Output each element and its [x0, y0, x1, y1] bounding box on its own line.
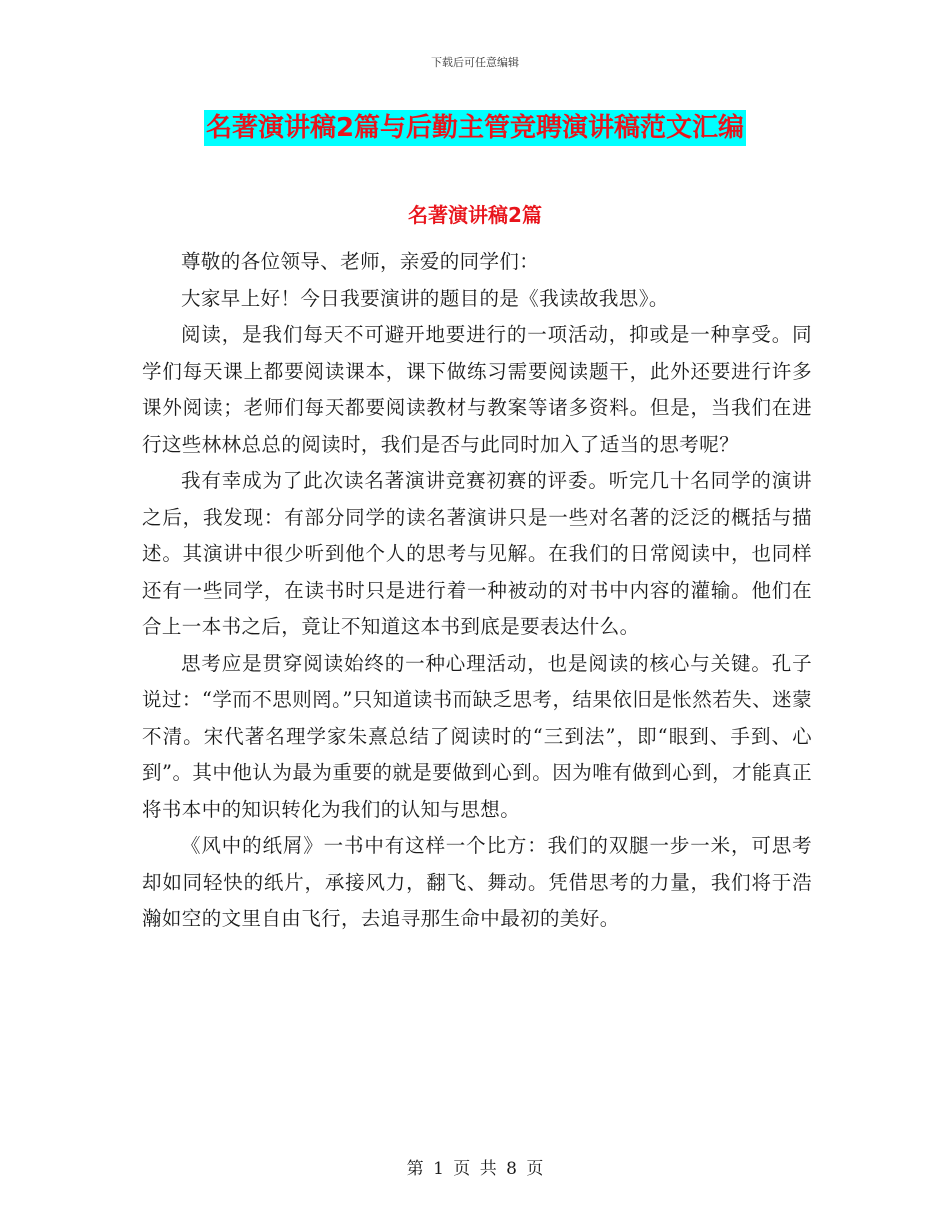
document-title-container — [0, 110, 950, 146]
document-title: 名著演讲稿2篇与后勤主管竞聘演讲稿范文汇编 — [204, 110, 746, 146]
paragraph: 《风中的纸屑》一书中有这样一个比方：我们的双腿一步一米，可思考却如同轻快的纸片，承接风力，翻飞、舞动。凭借思考的力量，我们将于浩瀚如空的文里自由飞行，去追寻那生命中最初的美好。 — [142, 834, 812, 930]
page-header-note: 下载后可任意编辑 — [431, 56, 519, 69]
paragraph: 思考应是贯穿阅读始终的一种心理活动，也是阅读的核心与关键。孔子说过：“学而不思则罔。”只知道读书而缺乏思考，结果依旧是怅然若失、迷蒙不清。宋代著名理学家朱熹总结了阅读时的“三到法”，即“眼到、手到、心到”。其中他认为最为重要的就是要做到心到。因为唯有做到心到，才能真正将书本中的知识转化为我们的认知与思想。 — [142, 651, 812, 821]
paragraph-greeting: 大家早上好！今日我要演讲的题目的是《我读故我思》。 — [181, 286, 669, 310]
paragraph-salutation: 尊敬的各位领导、老师，亲爱的同学们： — [181, 250, 540, 273]
paragraph: 我有幸成为了此次读名著演讲竞赛初赛的评委。听完几十名同学的演讲之后，我发现：有部分同学的读名著演讲只是一些对名著的泛泛的概括与描述。其演讲中很少听到他个人的思考与见解。在我们的日常阅读中，也同样还有一些同学，在读书时只是进行着一种被动的对书中内容的灌输。他们在合上一本书之后，竟让不知道这本书到底是要表达什么。 — [142, 469, 812, 638]
page-number-footer: 第 1 页 共 8 页 — [406, 1159, 544, 1179]
document-body — [142, 244, 812, 938]
section-title: 名著演讲稿2篇 — [408, 203, 542, 227]
paragraph: 阅读，是我们每天不可避开地要进行的一项活动，抑或是一种享受。同学们每天课上都要阅读课本，课下做练习需要阅读题干，此外还要进行许多课外阅读；老师们每天都要阅读教材与教案等诸多资料。但是，当我们在进行这些林林总总的阅读时，我们是否与此同时加入了适当的思考呢？ — [142, 323, 812, 456]
